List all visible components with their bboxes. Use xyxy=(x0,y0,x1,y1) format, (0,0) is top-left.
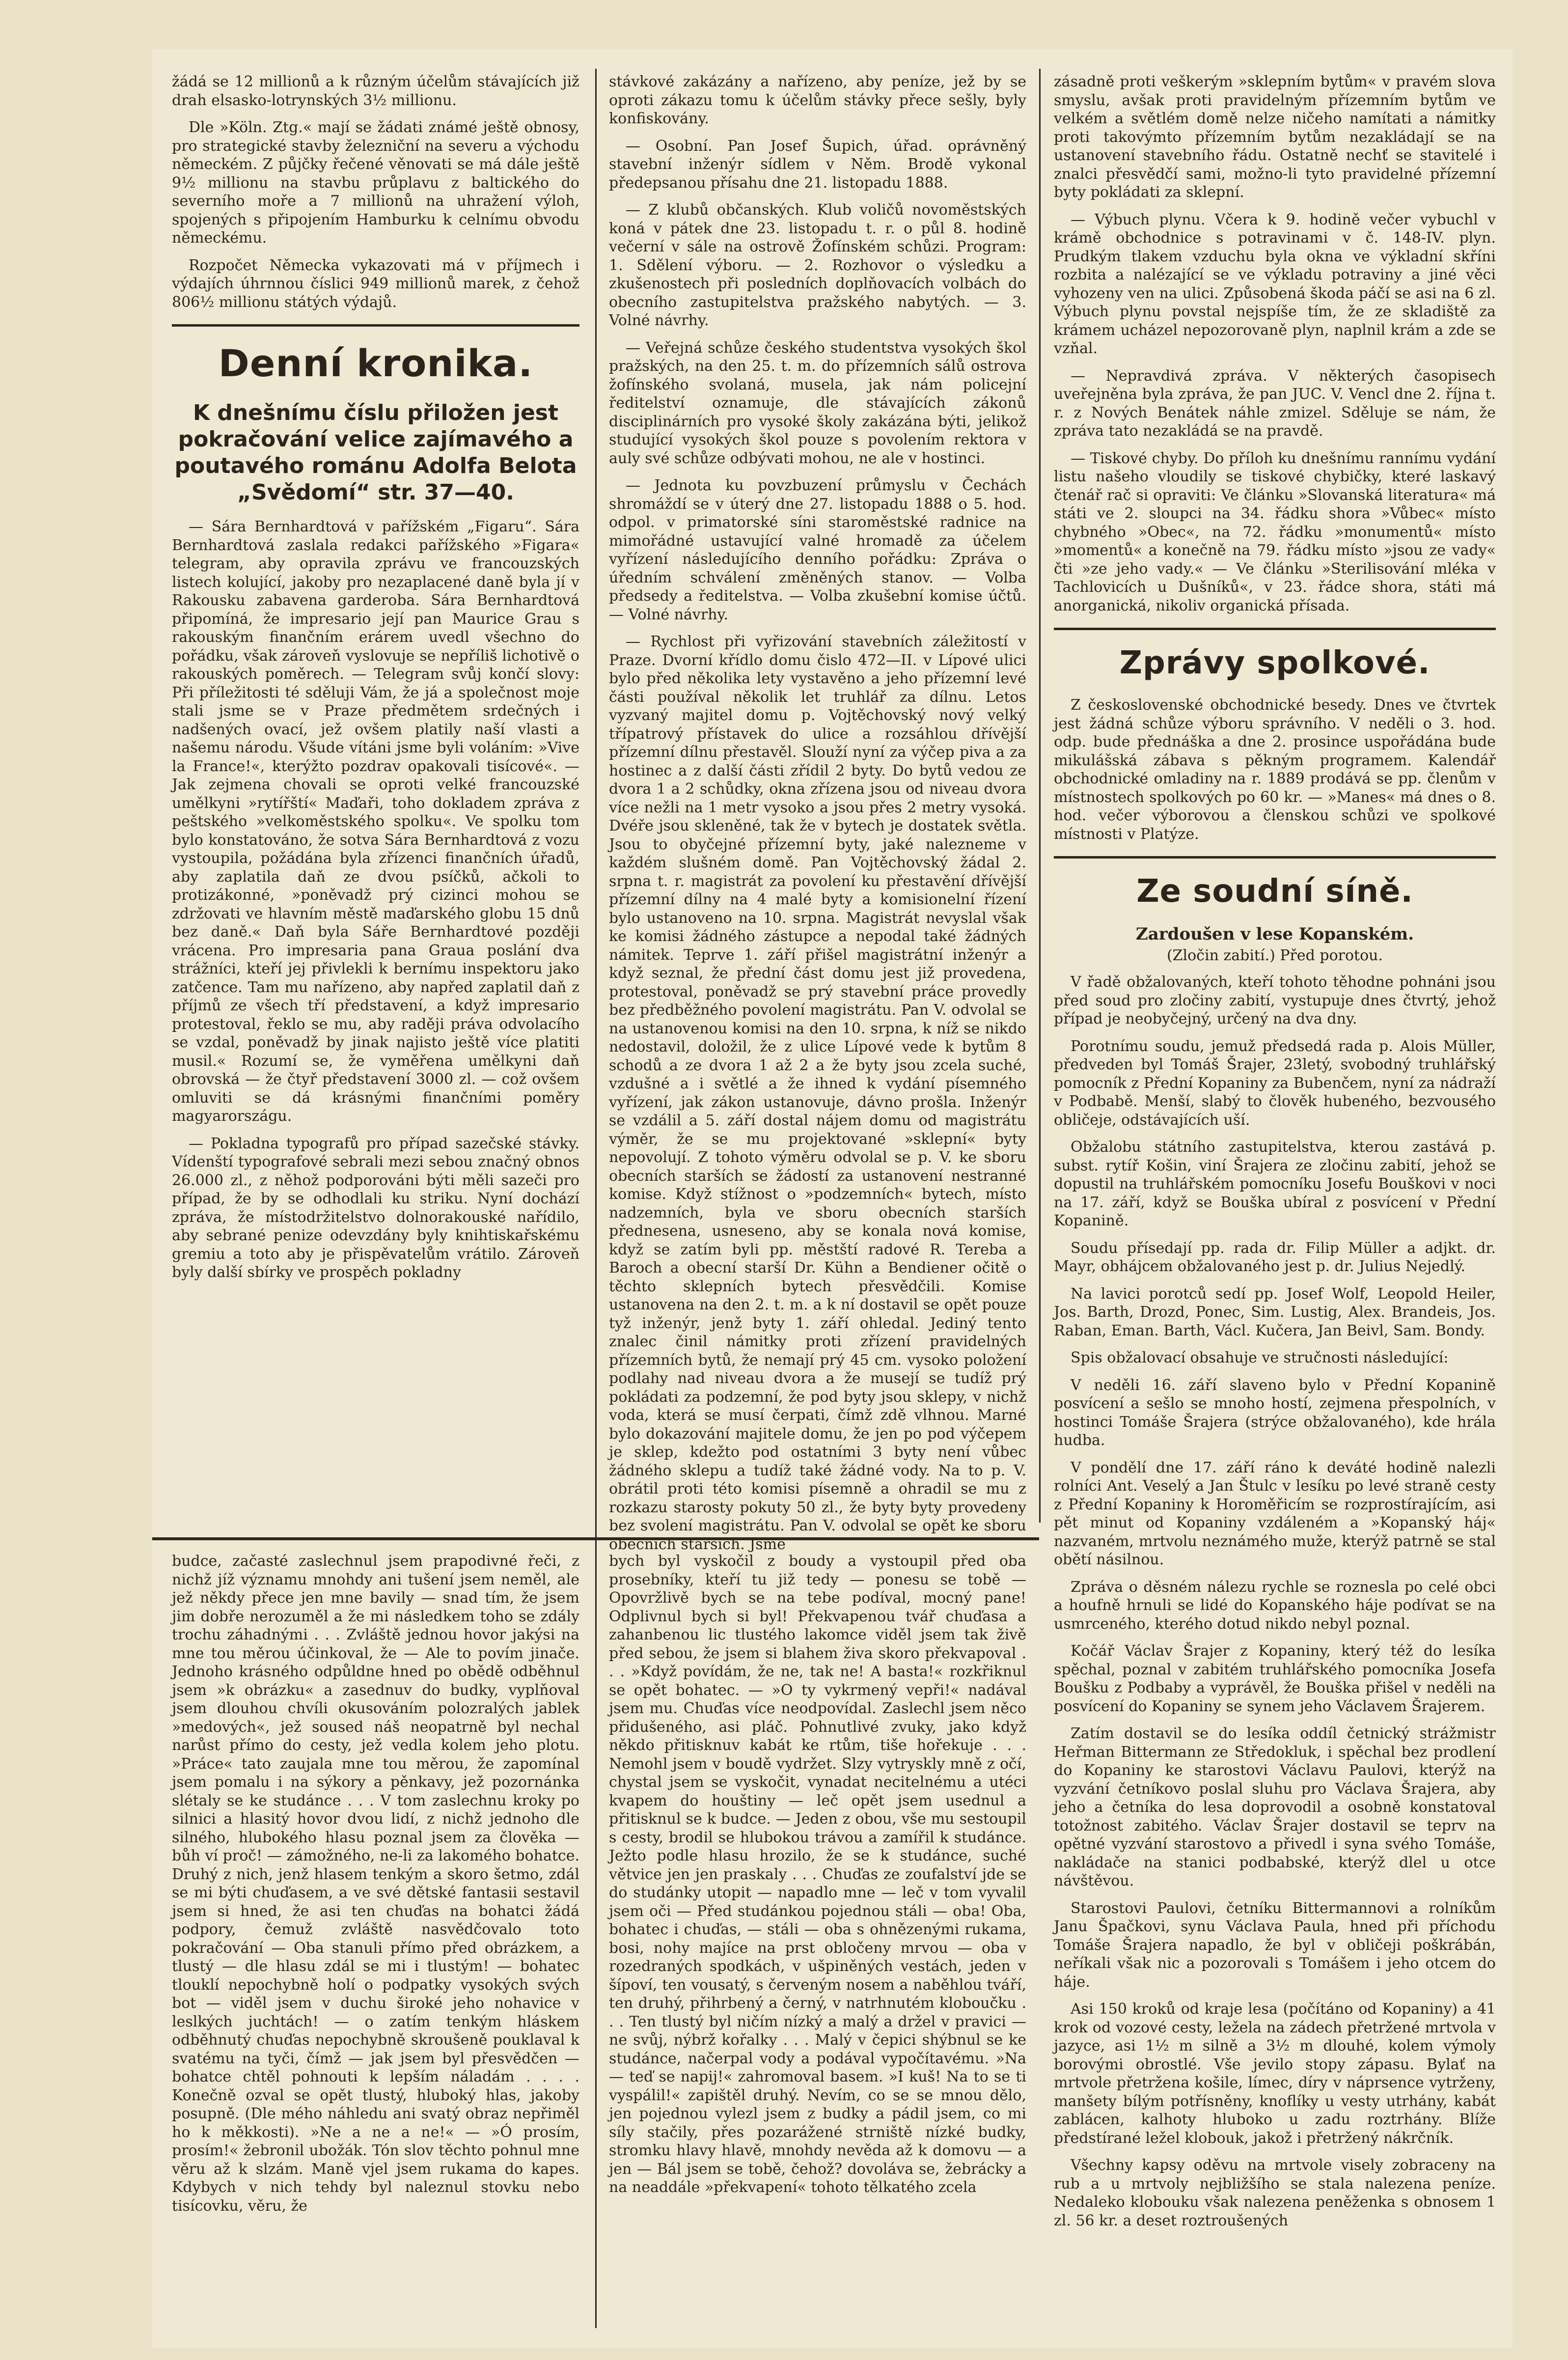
article-paragraph: V pondělí dne 17. září ráno k deváté hodině nalezli rolníci Ant. Veselý a Jan Štulc v lesíku po levé straně cesty z Přední Kopaniny k Horoměřicím se rozprostírajícím, asi pět minut od Kopaniny vzdáleném a »Kopanský háj« nazvaném, mrtvolu neznámého muže, kterýž patrně se stal obětí násilnou. xyxy=(1054,1459,1496,1568)
article-paragraph: Zatím dostavil se do lesíka oddíl četnický strážmistr Heřman Bittermann ze Středokluk, i spěchal bez prodlení do Kopaniny ke starostovi Václavu Paulovi, kterýž na vyzvání četníkovo poslal sluhu pro Václava Šrajera, aby jeho a četníka do lesa doprovodil a osobně konstatoval totožnost zabitého. Václav Šrajer dostavil se teprv na opětné vyzvání starostovo a přivedl i syna svého Tomáše, nakládače na stanici podbabské, kterýž dlel u otce návštěvou. xyxy=(1054,1725,1496,1889)
article-paragraph: Na lavici porotců sedí pp. Josef Wolf, Leopold Heiler, Jos. Barth, Drozd, Ponec, Sim. Lustig, Alex. Brandeis, Jos. Raban, Eman. Barth, Václ. Kučera, Jan Beivl, Sam. Bondy. xyxy=(1054,1285,1496,1339)
column-rule-right xyxy=(1039,69,1041,1523)
feuilleton-column-2 xyxy=(609,1552,1026,2333)
article-paragraph: Obžalobu státního zastupitelstva, kterou zastává p. subst. rytíř Košin, viní Šrajera ze zločinu zabití, jehož se dopustil na truhlářském pomocníku Josefu Bouškovi v noci na 17. září, když se Bouška ubíral z posvícení v Přední Kopanině. xyxy=(1054,1138,1496,1229)
news-item: Z československé obchodnické besedy. Dnes ve čtvrtek jest žádná schůze výboru správního. V neděli o 3. hod. odp. bude přednáška a dne 2. prosince uspořádána bude mikulášská zábava s pěkným programem. Kalendář obchodnické omladiny na r. 1889 prodává se pp. členům v místnostech spolkových po 60 kr. — »Manes« má dnes o 8. hod. večer výborovou a členskou schůzi ve spolkové místnosti v Platýze. xyxy=(1054,696,1496,843)
paragraph: žádá se 12 millionů a k různým účelům stávajících již drah elsasko-lotrynských 3½ millionu. xyxy=(172,73,579,109)
feuilleton-text: budce, začasté zaslechnul jsem prapodivné řeči, z nichž jíž významu mnohdy ani tušení jsem neměl, ale jež někdy přece jen mne bavily — snad tím, že jsem jim dobře nerozuměl a že mi následkem toho se zdály trochu záhadnými . . . Zvláště jednou hovor jakýsi na mne tou měrou účinkoval, že — Ale to povím jinače. Jednoho krásného odpůldne hned po obědě odběhnul jsem »k obrázku« a zasednuv do budky, vyplňoval jsem dlouhou chvíli okusováním polozralých jablek »medových«, jež soused náš neopatrně byl nechal narůst přímo do cesty, jež vedla kolem jeho plotu. »Práce« tato zaujala mne tou měrou, že zapomínal jsem pomalu i na sýkory a pěnkavy, jež pozornánka slétaly se ke studánce . . . V tom zaslechnu kroky po silnici a hlasitý hovor dvou lidí, z nichž jednoho dle silného, hlubokého hlasu poznal jsem za člověka — bůh ví proč! — zámožného, ne-li za lakomého bohatce. Druhý z nich, jenž hlasem tenkým a skoro šetmo, zdál se mi býti chuďasem, a ve své dětské fantasii sestavil jsem si hned, že asi ten chuďas na bohatci žádá podpory, čemuž zvláště nasvědčovalo toto pokračování — Oba stanuli přímo před obrázkem, a tlustý — dle hlasu zdál se mi i tlustým! — bohatec tlouklí nepochybně holí o podpatky vysokých svých bot — viděl jsem v duchu široké jeho nohavice v leslkých juchtách! — o zatím tenkým hláskem odběhnutý chuďas nepochybně skroušeně pouklaval k svatému na tyči, čímž — jak jsem byl přesvědčen — bohatce chtěl pohnouti k lepším náladám . . . . Konečně ozval se opět tlustý, hluboký hlas, jakoby posupně. (Dle mého náhledu ani svatý obraz nepřiměl ho k měkkosti). »Ne a ne a ne!« — »Ó prosím, prosím!« žebronil ubožák. Tón slov těchto pohnul mne věru až k slzám. Maně vjel jsem rukama do kapes. Kdybych v nich tehdy byl naleznul stovku nebo tisícovku, věru, že xyxy=(172,1553,579,2215)
feuilleton-column-1 xyxy=(172,1552,579,2333)
news-item: — Výbuch plynu. Včera k 9. hodině večer vybuchl v krámě obchodnice s potravinami v č. 148-IV. plyn. Prudkým tlakem vzduchu byla okna ve výkladní skříni rozbita a nalézající se ve výkladu potraviny a jiné věci vyhozeny ven na ulici. Způsobená škoda páčí se asi na 6 zl. Výbuch plynu povstal nejspíše tím, že ze skladiště za krámem ucházel nepozorovaně plyn, naplnil krám a zde se vzňal. xyxy=(1054,211,1496,357)
article-paragraph: Kočář Václav Šrajer z Kopaniny, který též do lesíka spěchal, poznal v zabitém truhlářského pomocníka Josefa Boušku z Podbaby a vyprávěl, že Bouška přišel v neděli na posvícení do Kopaniny se synem jeho Václavem Šrajerem. xyxy=(1054,1642,1496,1715)
article-paragraph: Asi 150 kroků od kraje lesa (počítáno od Kopaniny) a 41 krok od vozové cesty, ležela na zádech přetržené mrtvola v jazyce, asi 1½ m silně a 3½ m dlouhé, kolem výmoly borovými obrostlé. Vše jevilo stopy zápasu. Bylať na mrtvole přetržena košile, límec, díry v náprsence vytrženy, manšety bílým potřísněny, knoflíky u vesty utrhány, kabát zablácen, kalhoty hluboko u zadu roztrhány. Blíže předstírané ležel klobouk, jakož i přetržený nákrčník. xyxy=(1054,2000,1496,2147)
newspaper-page xyxy=(152,49,1513,2348)
paragraph: stávkové zakázány a nařízeno, aby peníze, jež by se oproti zákazu tomu k účelům stávky přece sešly, byly konfiskovány. xyxy=(609,73,1026,127)
section-heading: Denní kronika. xyxy=(218,341,533,385)
article-paragraph: Starostovi Paulovi, četníku Bittermannovi a rolníkům Janu Špačkovi, synu Václava Paula, hned při příchodu Tomáše Šrajera napadlo, že byl v obličeji poškrábán, neříkali však nic a pozorovali s Tomášem i jeho otcem do háje. xyxy=(1054,1899,1496,1991)
section-heading: Ze soudní síně. xyxy=(1136,873,1413,910)
feuilleton-text: bych byl vyskočil z boudy a vystoupil před oba prosebníky, kteří tu již tedy — ponesu se tobě — Opovržlivě bych se na tebe podíval, mocný pane! Odplivnul bych si byl! Překvapenou tvář chuďasa a zahanbenou lic tlustého lakomce viděl jsem tak živě před sebou, že jsem si blahem živa skoro překvapoval . . . »Když povídám, že ne, tak ne! A basta!« rozkřiknul se opět bohatec. — »O ty vykrmený vepři!« nadával jsem mu. Chuďas více neodpovídal. Zaslechl jsem něco přidušeného, asi pláč. Pohnutlivé zvuky, jako když někdo přitisknuv kabát ke rtům, tiše hořekuje . . . Nemohl jsem v boudě vydržet. Slzy vytryskly mně z očí, chystal jsem se vyskočit, vynadat necitelnému a utéci kvapem do houštiny — leč opět jsem usednul a přitisknul se k budce. — Jeden z obou, vše mu sestoupil s cesty, brodil se hlubokou trávou a zamířil k studánce. Ježto podle hlasu hrozilo, že se k studánce, suché větvice jen jen praskaly . . . Chuďas ze zoufalství jde se do studánky utopit — napadlo mne — leč v tom vyvalil jsem oči — Před studánkou pojednou stáli — oba! Oba, bohatec i chuďas, — stáli — oba s ohnězenými rukama, bosi, nohy majíce na prst obločeny mrvou — oba v rozedraných spodkách, v ušpiněných vestách, jeden v šípoví, ten vousatý, s červeným nosem a naběhlou tváří, ten druhý, přihrbený a černý, v natrhnutém kloboučku . . . Ten tlustý byl ničím nízký a malý a držel v pravici — ne svůj, nýbrž kořalky . . . Malý v čepici shýbnul se ke studánce, načerpal vody a podával vypočítavému. »Na — teď se napij!« zahromoval basem. »I kuš! Na to se ti vyspálil!« zapištěl druhý. Nevím, co se se mnou dělo, jen pojednou vylezl jsem z budky a pádil jsem, co mi síly stačily, přes pozarážené strniště nízké budky, stromku hlavy hlavě, mnohdy nevěda až k domovu — a jen — Bál jsem se tobě, čehož? dovoláva se, žebrácky a na neaddále »překvapení« tohoto tělkatého zcela xyxy=(609,1553,1026,2196)
news-item: — Veřejná schůze českého studentstva vysokých škol pražských, na den 25. t. m. do přízemních sálů ostrova žofínského svolaná, musela, jak nám policejní ředitelství oznamuje, dle stávajících zákonů disciplinárních pro vysoké školy zakázána býti, jelikož studující vysokých škol pouze s povolením rektora v auly své schůze odbývati mohou, ne ale v hostinci. xyxy=(609,339,1026,467)
article-paragraph: V neděli 16. září slaveno bylo v Přední Kopanině posvícení a sešlo se mnoho hostí, zejmena přespolních, v hostinci Tomáše Šrajera (strýce obžalovaného), kde hrála hudba. xyxy=(1054,1376,1496,1449)
news-item: — Rychlost při vyřizování stavebních záležitostí v Praze. Dvorní křídlo domu čislo 472—II. v Lípové ulici bylo před několika lety vystavěno a jeho přízemní levé části používal několik let truhlář za dílnu. Letos vyzvaný majitel domu p. Vojtěchovský nový velký třípatrový přístavek do ulice a rozsáhlou dřívější přízemní dílnu přestavěl. Slouží nyní za výčep piva a za hostinec a z další části zřídil 2 byty. Do bytů vedou ze dvora 1 a 2 schůdky, okna zřízena jsou od niveau dvora více nežli na 1 metr vysoko a jsou přes 2 metry vysoká. Dvéře jsou skleněné, tak že v bytech je dostatek světla. Jsou to obyčejné přízemní byty, jaké nalezneme v každém slušném domě. Pan Vojtěchovský žádal 2. srpna t. r. magistrát za povolení ku přestavění dřívější přízemní dílny na 4 malé byty a komisionelní řízení bylo ustanoveno na 10. srpna. Magistrát nevyslal však ke komisi žádného zástupce a nepodal také žádných námitek. Teprve 1. září přišel magistrátní inženýr a když seznal, že přední část domu jest již provedena, protestoval, poněvadž se prý stavební práce provedly bez předběžného povolení magistrátu. Pan V. odvolal se na ustanovenou komisi na den 10. srpna, k níž se nikdo nedostavil, doložil, že z ulice Lípové vede k bytům 8 schodů a ze dvora 1 až 2 a že byty jsou zcela suché, vzdušné a i světlé a že ihned k vydání písemného vyřízení, jak zákon ustanovuje, dávno prošla. Inženýr se vzdálil a 5. září dostal nájem domu od magistrátu výměr, že se mu projektované »sklepní« byty nepovolují. Z tohoto výměru odvolal se p. V. ke sboru obecních starších se žádostí za ustanovení nestranné komise. Když stížnost o »podzemních« bytech, místo nadzemních, byla ve sboru obecních starších přednesena, usneseno, aby se konala nová komise, když se zatím byli pp. městští radové R. Tereba a Baroch a obecní starší Dr. Kühn a Bendiener očitě o těchto sklepních bytech přesvědčili. Komise ustanovena na den 2. t. m. a k ní dostavil se opět pouze tyž inženýr, jenž byty 1. září ohledal. Jediný tento znalec činil námitky proti zřízení pravidelných přízemních bytů, že nemají prý 45 cm. vysoko položení podlahy nad niveau dvora a že musejí se tudíž prý pokládati za podzemní, že pod byty jsou sklepy, v nichž voda, která se musí čerpati, čímž zdě vlhnou. Marné bylo dokazování majitele domu, že jen po pod výčepem je sklep, kdežto pod ostatními 3 byty není vůbec žádného sklepu a tudíž také žádné vody. Na to p. V. obrátil proti této komisi písemně a ohradil se mu z rozkazu starosty pokuty 50 zl., že byty byty provedeny bez svolení magistrátu. Pan V. odvolal se opět ke sboru obecních starších. Jsme xyxy=(609,633,1026,1553)
article-paragraph: Porotnímu soudu, jemuž předsedá rada p. Alois Müller, předveden byl Tomáš Šrajer, 23letý, svobodný truhlářský pomocník z Přední Kopaniny za Bubenčem, nyní za nádraží v Podbabě. Menší, slabý to člověk hubeného, bezvousého obličeje, odstávajících uší. xyxy=(1054,1037,1496,1129)
article-paragraph: V řadě obžalovaných, kteří tohoto těhodne pohnáni jsou před soud pro zločiny zabití, vystupuje dnes čtvrtý, jehož případ je neobyčejný, určený na dva dny. xyxy=(1054,973,1496,1027)
article-paragraph: — Pokladna typografů pro případ sazečské stávky. Vídenští typografové sebrali mezi sebou značný obnos 26.000 zl., z něhož podporováni býti měli sazeči pro případ, že by se odhodlali ku striku. Nyní dochází zpráva, že místodržitelstvo dolnorakouské nařídilo, aby sebrané penize odevzdány byly knihtiskařskému gremiu a toto aby je přispěvatelům vrátilo. Zároveň byly další sbírky ve prospěch pokladny xyxy=(172,1135,579,1281)
article-subtitle: (Zločin zabití.) Před porotou. xyxy=(1166,947,1383,964)
news-item: — Jednota ku povzbuzení průmyslu v Čechách shromáždí se v úterý dne 27. listopadu 1888 o 5. hod. odpol. v primatorské síni staroměstské radnice na mimořádné ustavující valné hromadě za účelem vyřízení následujícího denního pořádku: Zpráva o úředním schválení změněných stanov. — Volba předsedy a ředitelstva. — Volba zkušební komise účtů. — Volné návrhy. xyxy=(609,477,1026,623)
article-paragraph: Soudu přísedají pp. rada dr. Filip Müller a adjkt. dr. Mayr, obhájcem obžalovaného jest p. dr. Julius Nejedlý. xyxy=(1054,1239,1496,1275)
column-3 xyxy=(1054,73,1496,2332)
news-item: — Nepravdivá zpráva. V některých časopisech uveřejněna byla zpráva, že pan JUC. V. Vencl dne 2. října t. r. z Nových Benátek náhle zmizel. Sděluje se nám, že zpráva tato nezakládá se na pravdě. xyxy=(1054,367,1496,440)
news-item: — Tiskové chyby. Do příloh ku dnešnímu rannímu vydání listu našeho vloudily se tiskové chybičky, které laskavý čtenář rač si opraviti: Ve článku »Slovanská literatura« má státi ve 2. sloupci na 34. řádku shora »Vůbec« místo chybného »Obec«, na 72. řádku »monumentů« místo »momentů« a konečně na 79. řádku místo »jsou ze vady« čti »ze jeho vady.« — Ve článku »Sterilisování mléka v Tachlovicích u Dušníků«, v 23. řádce shora, státi má anorganická, nikoliv organická přísada. xyxy=(1054,449,1496,614)
column-1 xyxy=(172,73,579,1527)
news-item: — Z klubů občanských. Klub voličů novoměstských koná v pátek dne 23. listopadu t. r. o půl 8. hodině večerní v sále na ostrově Žofínském schůzi. Program: 1. Sdělení výboru. — 2. Rozhovor o výsledku a zkušenostech při posledních doplňovacích volbách do obecního zastupitelstva pražského nabytých. — 3. Volné návrhy. xyxy=(609,201,1026,329)
article-paragraph: Spis obžalovací obsahuje ve stručnosti následující: xyxy=(1071,1349,1449,1366)
news-item: — Osobní. Pan Josef Šupich, úřad. oprávněný stavební inženýr sídlem v Něm. Brodě vykonal předepsanou přísahu dne 21. listopadu 1888. xyxy=(609,137,1026,192)
paragraph: Dle »Köln. Ztg.« mají se žádati známé ještě obnosy, pro strategické stavby železniční na severu a východu německém. Z půjčky řečené věnovati se má dále ještě 9½ millionu na stavbu průplavu z baltického do severního moře a 7 millionů na uhražení výloh, spojených s připojením Hamburku k celnímu obvodu německému. xyxy=(172,119,579,247)
column-2 xyxy=(609,73,1026,1553)
column-rule-left xyxy=(595,69,597,2328)
article-paragraph: — Sára Bernhardtová v pařížském „Figaru“. Sára Bernhardtová zaslala redakci pařížského »Figara« telegram, aby opravila zprávu ve francouzských listech kolující, jakoby pro nezaplacené daně byla jí v Rakousku zabavena garderoba. Sára Bernhardtová připomíná, že impresario její pan Maurice Grau s rakouským finančním erárem uvedl všechno do pořádku, však zároveň vyslovuje se nepříliš lichotivě o rakouských poměrech. — Telegram svůj končí slovy: Při příležitosti té sděluji Vám, že já a společnost moje stali jsme se v Praze předmětem srdečných i nadšených ovací, jež ovšem platily naší vlasti a našemu národu. Všude vítáni jsme byli voláním: »Vive la France!«, kterýžto pozdrav opakovali tisícové«. — Jak zejmena chovali se oproti velké francouzské umělkyni »rytířští« Maďaři, toho dokladem zpráva z peštského »velkoměstského spolku«. Ve spolku tom bylo konstatováno, že sotva Sára Bernhardtová z vozu vystoupila, požádána byla zřízenci finančních úřadů, aby zaplatila daň ze dvou psíčků, ačkoli to protizákonné, »poněvadž prý cizinci mohou se zdržovati ve hlavním městě maďarského globu 15 dnů bez daně.« Daň byla Sáře Bernhardtové později vrácena. Pro impresaria pana Graua poslání dva strážníci, kteří jej přivlekli k bernímu inspektoru jako zatčence. Tam mu nařízeno, aby napřed zaplatil daň z příjmů ze všech tří představení, a když impresario protestoval, řeklo se mu, aby raději práva odvolacího se vzdal, poněvadž by jinak najisto ještě více platiti musil.« Rozumí se, že vyměřena umělkyni daň obrovská — že čtyř představení 3000 zl. — což ovšem omluviti se dá krásnými finančními poměry magyarországu. xyxy=(172,518,579,1125)
paragraph: Rozpočet Německa vykazovati má v příjmech i výdajích úhrnnou číslici 949 millionů marek, z čehož 806½ millionu státých výdajů. xyxy=(172,256,579,311)
section-rule xyxy=(1054,628,1496,630)
paragraph: zásadně proti veškerým »sklepním bytům« v pravém slova smyslu, avšak proti pravidelným přízemním bytům ve velkém a světlém domě nelze ničeho namítati a námitky proti takovýmto přízemním bytům nezakládají se na ustanovení stavebního řádu. Ostatně nechť se stavitelé i znalci přesvědčí sami, možno-li tyto pravidelné přízemní byty pokládati za sklepní. xyxy=(1054,73,1496,201)
section-rule xyxy=(172,324,579,327)
section-heading: Zprávy spolkové. xyxy=(1119,645,1430,681)
supplement-note: K dnešnímu číslu přiložen jest pokračování velice zajímavého a poutavého románu Adolfa Belota „Svědomí“ str. 37—40. xyxy=(174,400,577,505)
section-rule xyxy=(1054,856,1496,859)
article-paragraph: Zpráva o děsném nálezu rychle se roznesla po celé obci a houfně hrnuli se lidé do Kopanského háje podívat se na usmrceného, kterého dotud nikdo nebyl poznal. xyxy=(1054,1578,1496,1633)
article-paragraph: Všechny kapsy oděvu na mrtvole visely zobraceny na rub a u mrtvoly nejbližšího se stala nalezena peníze. Nedaleko klobouku však nalezena peněženka s obnosem 1 zl. 56 kr. a deset roztroušených xyxy=(1054,2157,1496,2229)
article-title: Zardoušen v lese Kopanském. xyxy=(1135,924,1414,944)
